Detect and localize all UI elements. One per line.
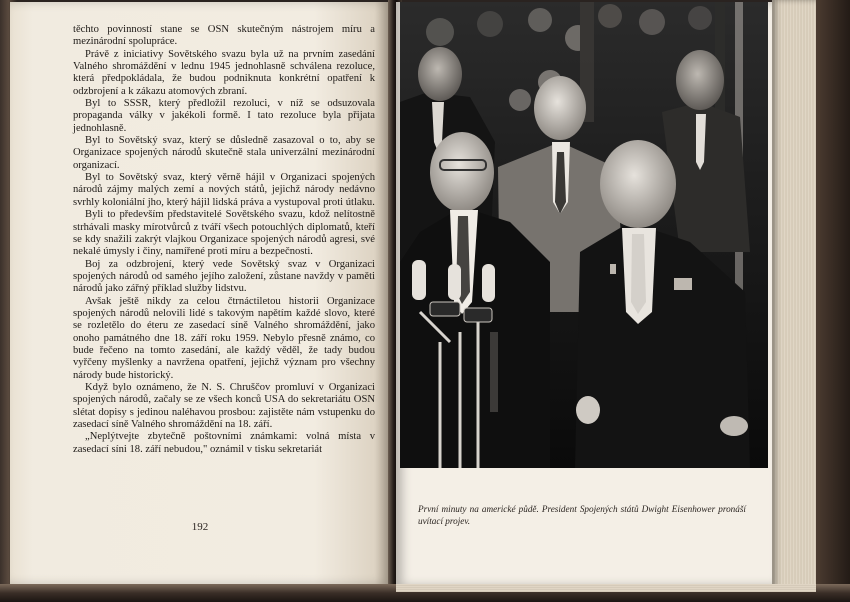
body-text — [73, 24, 375, 456]
paragraph: Byl to Sovětský svaz, který se důsledně zasazoval o to, aby se Organizace spojených národů skutečně stala univerzální mezinárodní organizací. — [73, 135, 375, 171]
left-page — [10, 2, 390, 584]
paragraph: Byl to Sovětský svaz, který věrně hájil v Organizaci spojených národů zájmy malých zemí a nových států, jejichž národy nedávno svrhly koloniální jho, který hájil lidská práva a vystupoval proti útlaku. — [73, 172, 375, 208]
paragraph: Byli to především představitelé Sovětského svazu, kdož nelítostně strhávali masky mírotvůrců z tváří všech potouchlých diplomatů, kteří se kdy snažili zakrýt vlajkou Organizace spojených národů agresi, své nekalé úmysly i činy, namířené proti míru a bezpečnosti. — [73, 209, 375, 258]
photo-caption: První minuty na americké půdě. President Spojených států Dwight Eisenhower pronáší uvítací projev. — [418, 504, 746, 526]
paragraph: těchto povinností stane se OSN skutečným nástrojem míru a mezinárodní spolupráce. — [73, 24, 375, 48]
paragraph: Když bylo oznámeno, že N. S. Chruščov promluví v Organizaci spojených národů, začaly se ze všech konců USA do sekretariátu OSN slétat dopisy s jedinou naléhavou prosbou: zajistěte nám vstupenku do zasedací síně Valného shromáždění na 18. září. — [73, 381, 375, 430]
press-photo — [400, 2, 768, 468]
book-cover-edge — [816, 0, 850, 602]
page-edges-bottom — [396, 584, 816, 592]
page-edges — [772, 0, 818, 592]
paragraph: „Neplýtvejte zbytečně poštovními známkami: volná místa v zasedací síni 18. září nebudou," oznámil v tisku sekretariát — [73, 431, 375, 455]
paragraph: Byl to SSSR, který předložil rezoluci, v níž se odsuzovala propaganda války v jakékoli formě. I tato rezoluce byla přijata jednohlasně. — [73, 98, 375, 134]
paragraph: Boj za odzbrojení, který vede Sovětský svaz v Organizaci spojených národů od samého jejího založení, zůstane navždy v paměti národů jako zářný příklad služby lidstvu. — [73, 258, 375, 295]
paragraph: Avšak ještě nikdy za celou čtrnáctiletou historii Organizace spojených národů nelovili lidé s takovým napětím každé slovo, které se rozletělo do éteru ze zasedací síně Valného shromáždění, jako onoho památného dne 18. září roku 1959. Nebylo přesně známo, co bude řečeno na tomto zasedání, ale každý věděl, že tady budou vyřčeny myšlenky a navržena opatření, jejichž význam pro všechny národy bude historický. — [73, 295, 375, 381]
page-number: 192 — [191, 521, 209, 533]
paragraph: Právě z iniciativy Sovětského svazu byla už na prvním zasedání Valného shromáždění v lednu 1945 jednohlasně schválena rezoluce, která předpokládala, že budou podniknuta konkrétní opatření k odzbrojení a k zákazu atomových zbraní. — [73, 48, 375, 97]
